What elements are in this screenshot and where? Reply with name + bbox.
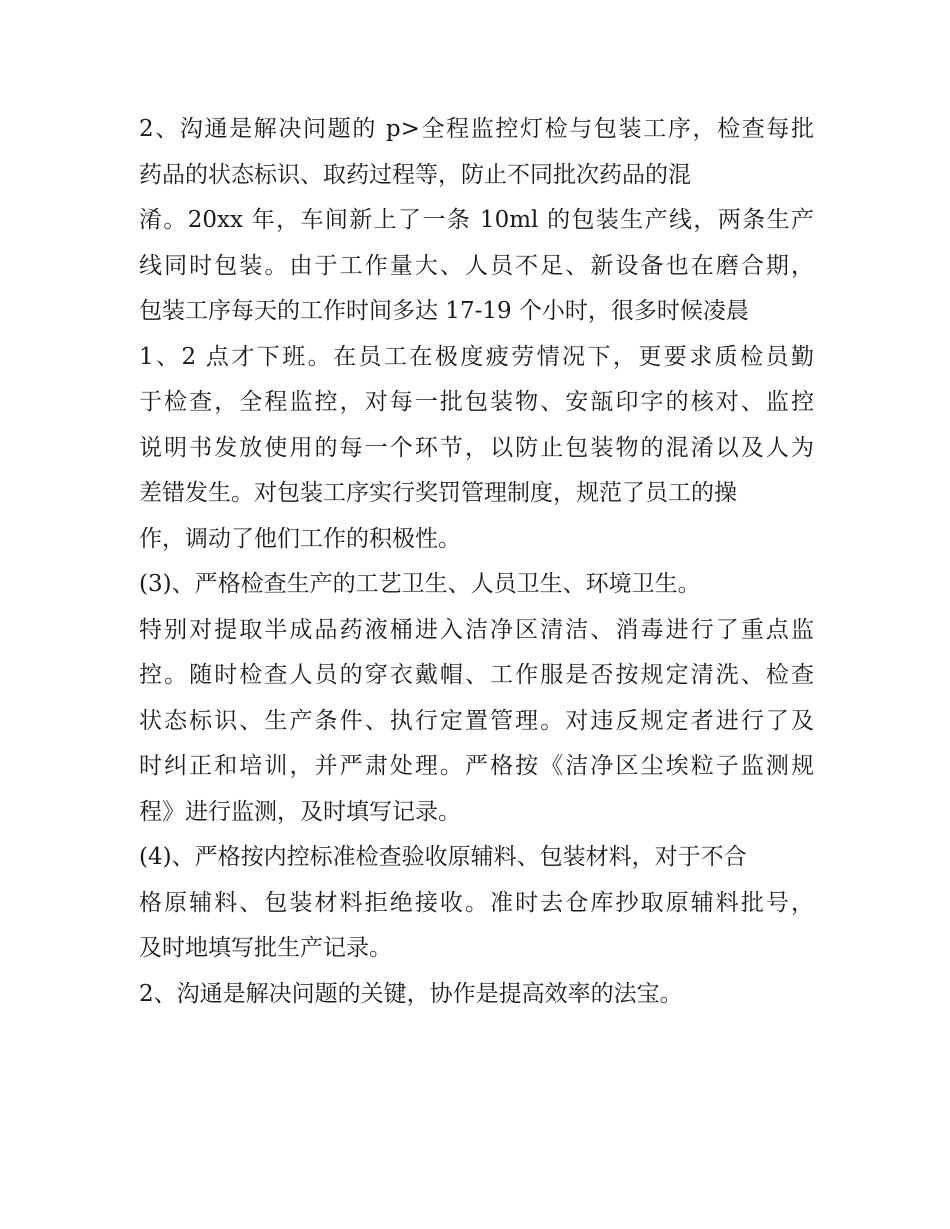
document-body	[139, 107, 814, 1017]
paragraph-packaging-monitoring	[139, 107, 814, 562]
text-line: (3)、严格检查生产的工艺卫生、人员卫生、环境卫生。	[139, 571, 701, 597]
text-line: 包装工序每天的工作时间多达 17-19 个小时，很多时候凌晨	[139, 298, 749, 324]
text-line: 于检查，全程监控，对每一批包装物、安瓿印字的核对、监控	[139, 389, 814, 415]
text-line: 2、沟通是解决问题的关键，协作是提高效率的法宝。	[139, 980, 683, 1007]
text-line: 特别对提取半成品药液桶进入洁净区清洁、消毒进行了重点监	[139, 616, 814, 643]
text-line: 1、2 点才下班。在员工在极度疲劳情况下，更要求质检员勤	[139, 343, 814, 370]
paragraph-materials-inspection	[139, 835, 814, 972]
text-line: 2、沟通是解决问题的 p>全程监控灯检与包装工序，检查每批	[139, 116, 814, 142]
text-line: 及时地填写批生产记录。	[139, 935, 392, 961]
text-line: 格原辅料、包装材料拒绝接收。准时去仓库抄取原辅料批号，	[139, 889, 814, 916]
text-line: (4)、严格按内控标准检查验收原辅料、包装材料，对于不合	[139, 844, 747, 870]
text-line: 程》进行监测，及时填写记录。	[139, 798, 461, 825]
text-line: 线同时包装。由于工作量大、人员不足、新设备也在磨合期，	[139, 252, 814, 279]
paragraph-communication-heading	[139, 972, 814, 1018]
text-line: 说明书发放使用的每一个环节，以防止包装物的混淆以及人为	[139, 434, 814, 461]
text-line: 作，调动了他们工作的积极性。	[139, 525, 461, 552]
text-line: 状态标识、生产条件、执行定置管理。对违反规定者进行了及	[139, 707, 814, 734]
text-line: 淆。20xx 年，车间新上了一条 10ml 的包装生产线，两条生产	[139, 207, 814, 233]
text-line: 时纠正和培训，并严肃处理。严格按《洁净区尘埃粒子监测规	[139, 753, 814, 779]
paragraph-clean-area-monitoring	[139, 608, 814, 836]
text-line: 差错发生。对包装工序实行奖罚管理制度，规范了员工的操	[139, 480, 737, 506]
text-line: 控。随时检查人员的穿衣戴帽、工作服是否按规定清洗、检查	[139, 662, 814, 688]
paragraph-hygiene-heading	[139, 562, 814, 608]
text-line: 药品的状态标识、取药过程等，防止不同批次药品的混	[139, 161, 691, 188]
